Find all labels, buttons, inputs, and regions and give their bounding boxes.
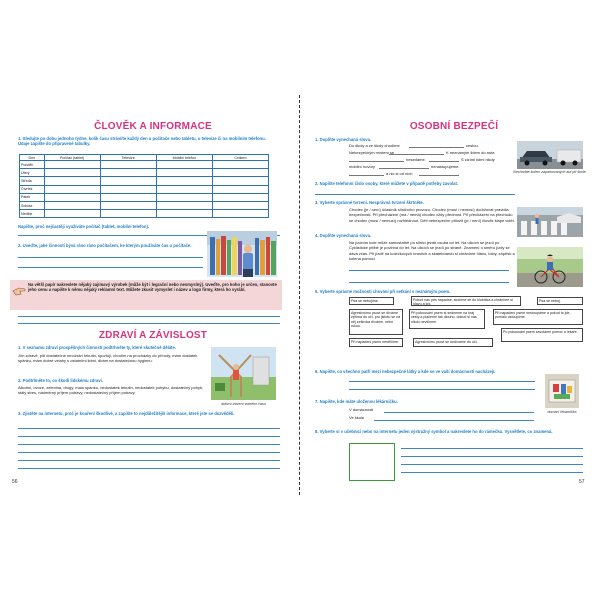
- option-box[interactable]: Pokud nás pes napadne, stočíme se do klubíčka a chráníme si hlavu a krk.: [411, 296, 521, 306]
- crosswalk-photo: [517, 207, 583, 237]
- question-1b: Napište, proč nejčastěji využíváte počítač (tablet, mobilní telefon).: [18, 224, 150, 229]
- answer-line[interactable]: [315, 194, 515, 195]
- blank[interactable]: [419, 175, 459, 176]
- answer-line[interactable]: [18, 444, 280, 445]
- question-4: 1. V seznamu zdraví prospěšných činností podtrhněte ty, které skutečně děláte.: [18, 345, 176, 350]
- th-day: Den: [20, 155, 45, 161]
- answer-line[interactable]: [18, 468, 280, 469]
- blank[interactable]: [349, 175, 384, 176]
- table-row: Neděle: [20, 210, 269, 218]
- th-total: Celkem: [212, 155, 268, 161]
- table-row: Pátek: [20, 193, 269, 201]
- question-5: 2. Podtrhněte to, co škodí lidskému zdraví.: [18, 378, 103, 383]
- answer-line[interactable]: [18, 323, 280, 324]
- answer-line[interactable]: [18, 460, 280, 461]
- question-r3: 3. Vyberte správné tvrzení. Nesprávná tvrzení škrtněte.: [315, 200, 424, 205]
- answer-line[interactable]: [18, 267, 203, 268]
- playground-photo: [211, 347, 276, 400]
- answer-line[interactable]: [401, 464, 583, 465]
- caption-first-aid: domácí lékárnička: [547, 410, 577, 414]
- parked-cars-photo: [517, 141, 583, 169]
- fill-line-6: a nic si od nich: [386, 171, 413, 176]
- page-number-right: 57: [579, 479, 585, 485]
- cycling-rules-text: Na jízdním kole může samostatně po silnici jezdit osoba od let. Na ulicích se jezdí po Cyklistické přilbě je povinná do let. Na ulicích se jezdí po straně. Znamení o směru jízdy se dává včas. Při jízdě na kolečkových bruslích a skateboardu si chráníme hlavu, lokty, zápěstí a kolena pomocí: [349, 240, 515, 262]
- question-r2: 2. Napište telefonní číslo osoby, které můžete v případě potřeby zavolat.: [315, 181, 459, 186]
- answer-line[interactable]: [18, 316, 280, 317]
- first-aid-kit-photo: [545, 374, 579, 408]
- blank[interactable]: [349, 161, 404, 162]
- fill-line-4: mobilní hovory: [349, 164, 376, 169]
- first-aid-school-label: Ve škole: [349, 415, 365, 420]
- section-title-clovek: ČLOVĚK A INFORMACE: [94, 121, 212, 132]
- page-number-left: 56: [12, 479, 18, 485]
- question-r6: 6. Napište, co všechno patří mezi nebezpečné látky a kde se ve vaší domácnosti nacházejí.: [315, 369, 496, 374]
- caption-playground: aktivní trávení volného času: [221, 402, 266, 406]
- option-box[interactable]: Agresivnímu psovi se díváme zpříma do očí, pro jistotu se na něj zeširoka díváme, nebo rukou.: [349, 309, 403, 335]
- harmful-things-text: Alkohol, ovoce, zelenina, drogy, malo spánku, nedostatek tekutin, nedostatek pohybu, dostatečný pohyb, stálý stres, nadměrný příjem potravy, nedostatečný příjem potravy.: [18, 385, 204, 396]
- section-title-zdravi: ZDRAVÍ A ZÁVISLOST: [98, 330, 208, 341]
- option-box[interactable]: Agresivnímu psovi se nedíváme do očí.: [413, 338, 493, 347]
- fill-line-3: K neznámým lidem do auta: [446, 150, 495, 155]
- th-mobile: Mobilní telefon: [156, 155, 212, 161]
- answer-line[interactable]: [401, 448, 583, 449]
- answer-line[interactable]: [374, 420, 534, 421]
- answer-line[interactable]: [349, 389, 535, 390]
- left-page: [8, 95, 291, 490]
- answer-line[interactable]: [18, 428, 280, 429]
- question-3: Na větší papír nakreslete nějaký zajímavý výrobek (může být i legrační nebo nesmyslný). Uveďte, pro koho je určen, stanovte jeho cenu a napište k němu nějaký reklamní text. Můžete zkusit vymyslet i název a logo firmy, která ho vyrábí.: [28, 282, 277, 293]
- section-title-osobni-bezpeci: OSOBNÍ BEZPEČÍ: [409, 121, 499, 132]
- question-6: 3. Zjistěte na internetu, proč je kouření škodlivé, a zapište to nejdůležitější informace, které jste se dozvěděli.: [18, 411, 235, 416]
- answer-line[interactable]: [384, 412, 534, 413]
- answer-line[interactable]: [401, 472, 583, 473]
- answer-line[interactable]: [18, 452, 280, 453]
- option-box[interactable]: Po pokousání psem zavoláme pomoc a lékaře.: [501, 328, 583, 342]
- table-row: Pondělí: [20, 161, 269, 169]
- question-r1: 1. Doplňte vynechaná slova.: [315, 137, 372, 142]
- fill-word-2: nesedáme.: [406, 157, 426, 162]
- first-aid-home-label: V domácnosti: [349, 407, 374, 412]
- option-box[interactable]: Při napadení psem nestoupáme a pokud to jde, pomalu ustoupíme.: [493, 309, 583, 325]
- answer-line[interactable]: [349, 381, 535, 382]
- caption-cars: Nechodíte kolem zaparkovaných aut při škole.: [513, 170, 587, 174]
- answer-line[interactable]: [18, 257, 203, 258]
- question-2: 2. Uveďte, jaké činnosti bývá ráno ráno počítačem, ke kterým používáte čas u počítače.: [18, 243, 192, 248]
- answer-line[interactable]: [18, 436, 280, 437]
- question-r7: 7. Napište, kde máte uloženou lékárničku.: [315, 399, 398, 404]
- drawing-frame[interactable]: [349, 443, 395, 481]
- cyclist-photo: [517, 247, 583, 287]
- question-r4: 4. Doplňte vynechaná slova.: [315, 233, 372, 238]
- blank[interactable]: [379, 168, 429, 169]
- table-row: Úterý: [20, 169, 269, 177]
- question-r8: 8. Vyberte si v učebnici nebo na internetu jeden výstražný symbol a nakreslete ho do rámečku. Vysvětlete, co znamená.: [315, 429, 553, 434]
- pointing-hand-icon: [12, 285, 26, 297]
- option-box[interactable]: Při pokousání psem si sedneme na kraj cesty a plačeme tak dlouho, dokud si nás nikdo nevšimne.: [409, 309, 485, 329]
- healthy-activities-text: Jím zdravě, pití dostatečné množství tekutin, sportuji, chodím na procházky do přírody, mám dostatek spánku, mám dobré vztahy s ostatními lidmi, dbám na dostatečnou hygienu.: [18, 353, 198, 364]
- th-computer: Počítač (tablet): [44, 155, 100, 161]
- library-photo: [207, 231, 277, 277]
- question-r5: 5. Vyberte správné možnosti chování při setkání s neznámým psem.: [315, 289, 451, 294]
- option-box[interactable]: Psa se nebojíme.: [349, 297, 394, 305]
- fill-line-5: S cizími lidmi nikdy: [461, 157, 495, 162]
- right-page: [309, 95, 594, 490]
- fill-word-3: nenastupujeme.: [431, 164, 460, 169]
- answer-line[interactable]: [401, 456, 583, 457]
- time-table: [19, 154, 269, 218]
- fill-word-1: cestou.: [466, 143, 479, 148]
- answer-line[interactable]: [349, 270, 509, 271]
- blank[interactable]: [389, 154, 444, 155]
- option-box[interactable]: Psa se neboj.: [537, 297, 583, 305]
- th-tv: Televize: [100, 155, 156, 161]
- blank[interactable]: [429, 161, 459, 162]
- answer-line[interactable]: [349, 282, 509, 283]
- table-row: Středa: [20, 177, 269, 185]
- option-box[interactable]: Při napadení psem nestřílíme.: [349, 338, 403, 347]
- fill-line-1: Do školy a ze školy chodíme: [349, 143, 400, 148]
- traffic-rules-text: Chodec (je / není) účastník silničního provozu. Chodec (musí / nemusí) dodržovat pravidla bezpečnosti. Při přecházení (má / nemá) chodec vždy přednost. Při přecházení na přechodu se chodec (musí / nemusí) rozhlédnout. Děti nebezpečím přiložit (je / není) člověk šlápe vidět.: [349, 207, 515, 223]
- table-row: Čtvrtek: [20, 185, 269, 193]
- question-1: 1. Sledujte po dobu jednoho týdne, kolik času stráví/te každý den u počítače nebo tabletu, u televize či na mobilním telefonu. Údaje zapište do připravené tabulky.: [18, 136, 266, 147]
- fill-line-2: Nebezpečným místem se: [349, 150, 395, 155]
- blank[interactable]: [409, 147, 464, 148]
- table-row: Sobota: [20, 201, 269, 209]
- page-gutter: [299, 95, 300, 495]
